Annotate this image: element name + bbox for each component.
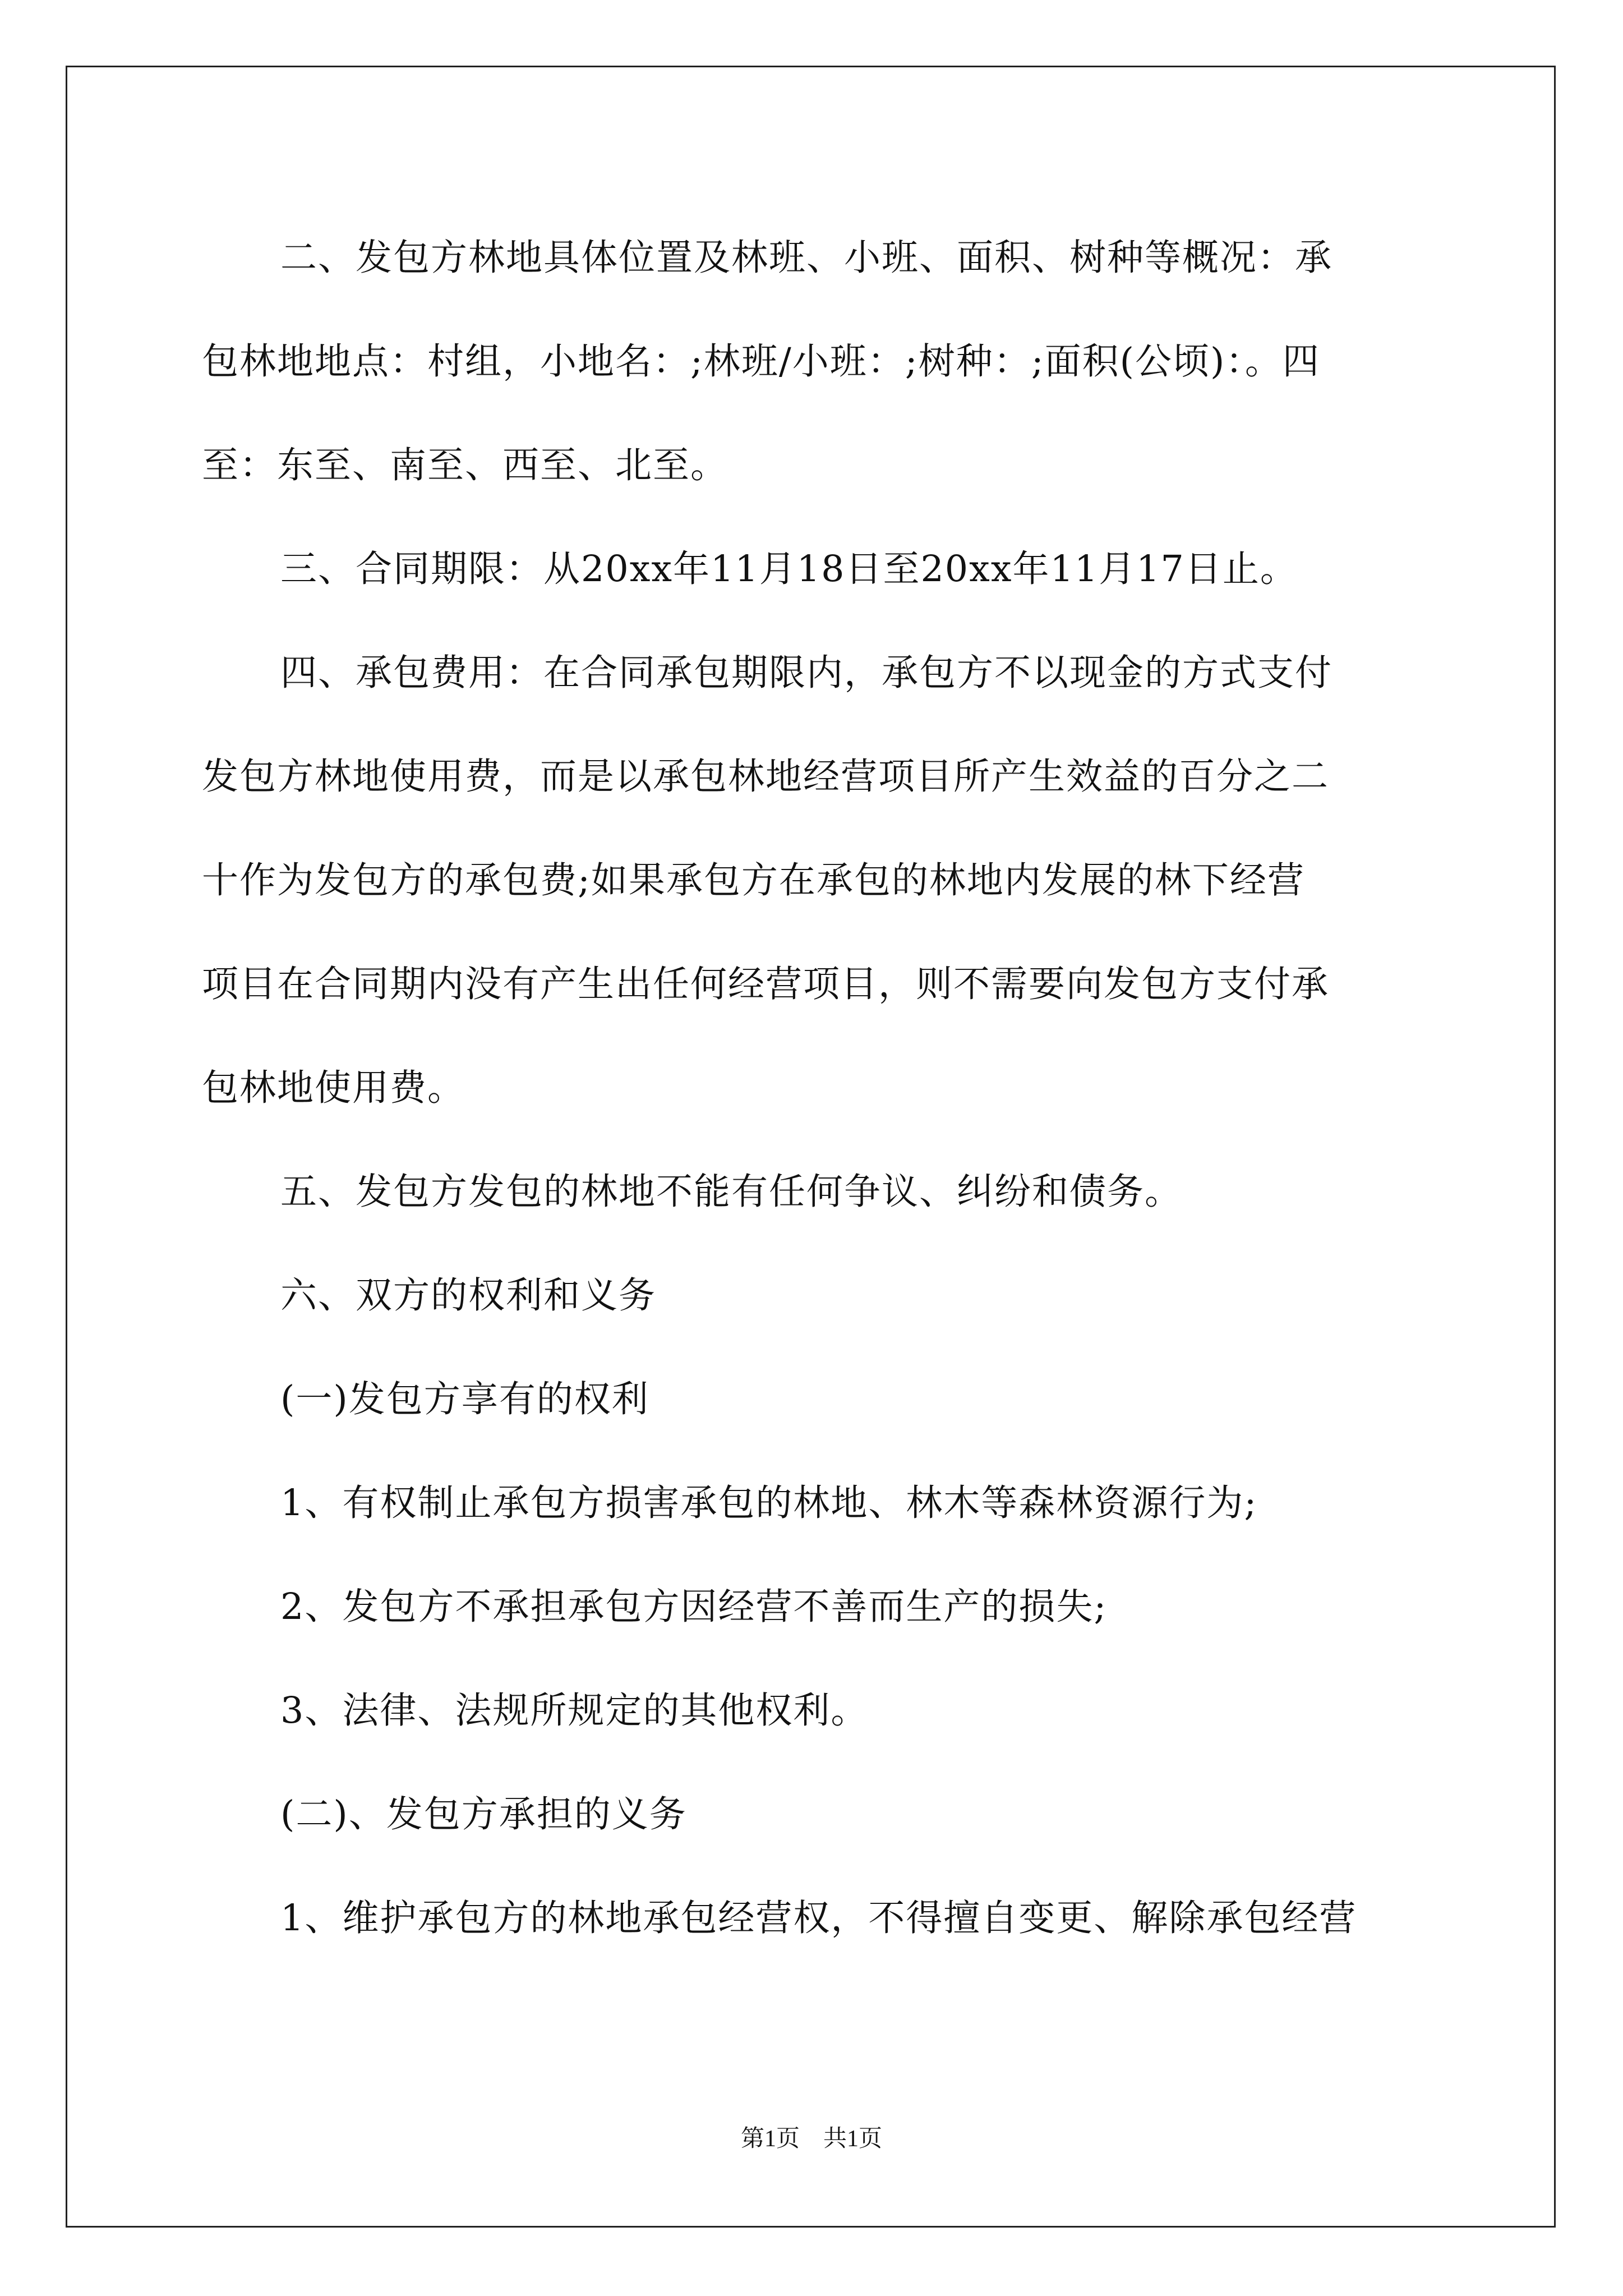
paragraph-line: 五、发包方发包的林地不能有任何争议、纠纷和债务。 (280, 1171, 1183, 1213)
paragraph-line: 四、承包费用：在合同承包期限内，承包方不以现金的方式支付 (280, 652, 1333, 694)
paragraph-line: 三、合同期限：从20xx年11月18日至20xx年11月17日止。 (280, 548, 1298, 590)
list-item: 1、维护承包方的林地承包经营权，不得擅自变更、解除承包经营 (280, 1897, 1357, 1939)
section-heading: 六、双方的权利和义务 (280, 1274, 657, 1317)
paragraph-line: 包林地地点：村组，小地名：;林班/小班：;树种：;面积(公顷)：。四 (202, 341, 1320, 383)
subsection-heading: (二)、发包方承担的义务 (280, 1793, 687, 1835)
paragraph-line: 二、发包方林地具体位置及林班、小班、面积、树种等概况：承 (280, 237, 1333, 279)
list-item: 3、法律、法规所规定的其他权利。 (280, 1690, 869, 1732)
paragraph-line: 发包方林地使用费，而是以承包林地经营项目所产生效益的百分之二 (202, 756, 1330, 798)
paragraph-line: 十作为发包方的承包费;如果承包方在承包的林地内发展的林下经营 (202, 859, 1305, 901)
paragraph-line: 项目在合同期内没有产生出任何经营项目，则不需要向发包方支付承 (202, 963, 1330, 1005)
subsection-heading: (一)发包方享有的权利 (280, 1378, 649, 1420)
page-footer: 第1页 共1页 (740, 2126, 882, 2152)
list-item: 2、发包方不承担承包方因经营不善而生产的损失; (280, 1586, 1108, 1628)
paragraph-line: 至：东至、南至、西至、北至。 (202, 444, 728, 486)
paragraph-line: 包林地使用费。 (202, 1067, 465, 1109)
list-item: 1、有权制止承包方损害承包的林地、林木等森林资源行为; (280, 1482, 1258, 1524)
